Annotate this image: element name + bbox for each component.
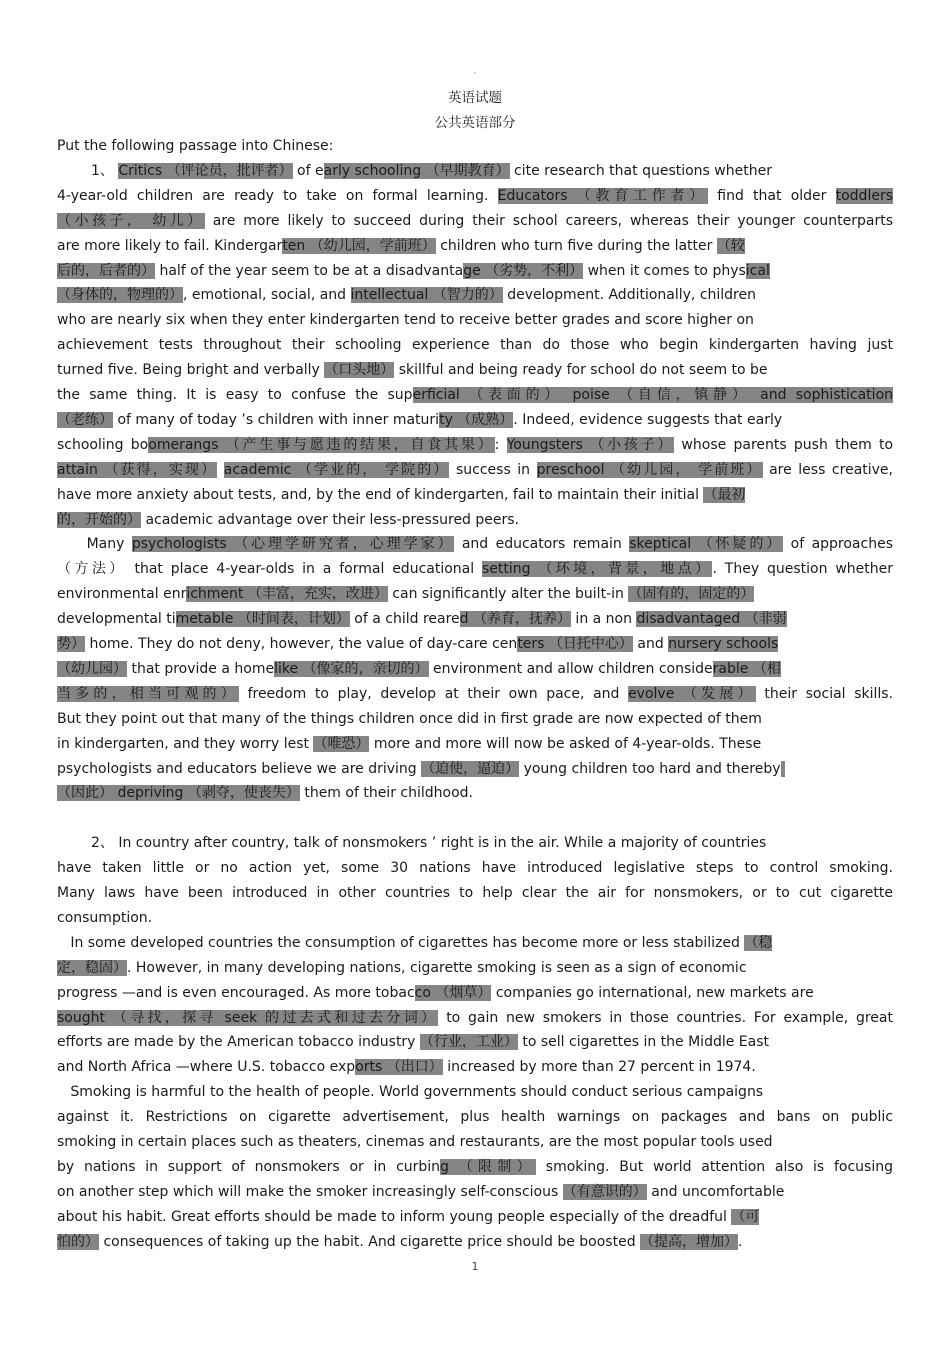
text-run: in kindergarten, and they worry lest: [57, 735, 314, 752]
text-line: [57, 483, 893, 508]
highlighted-gloss: preschool （幼儿园， 学前班）: [536, 461, 763, 478]
text-line: [57, 981, 893, 1006]
text-run: consequences of taking up the habit. And cigarette price should be boosted: [99, 1233, 641, 1250]
text-run: efforts are made by the American tobacco industry: [57, 1034, 420, 1051]
text-line: [57, 159, 893, 184]
text-line: [57, 1230, 893, 1255]
highlighted-gloss: （小孩子， 幼儿）: [57, 212, 205, 229]
text-line: [57, 732, 893, 757]
text-run: progress —and is even encouraged. As more tobac: [57, 984, 415, 1001]
text-line: [57, 458, 893, 483]
text-run: to gain new smokers in those countries. For example, great: [438, 1009, 893, 1026]
highlighted-gloss: （行业，工业）: [419, 1034, 518, 1051]
text-line: [57, 607, 893, 632]
text-run: them of their childhood.: [299, 785, 473, 802]
text-run: , emotional, social, and: [183, 287, 351, 304]
text-line: [57, 508, 893, 533]
text-run: . Indeed, evidence suggests that early: [513, 411, 783, 428]
text-run: half of the year seem to be at a disadvanta: [155, 262, 464, 279]
highlighted-gloss: psychologists （心理学研究者，心理学家）: [131, 536, 455, 553]
highlighted-gloss: rable （相: [712, 660, 781, 677]
top-mark: -: [473, 68, 477, 77]
highlighted-gloss: 的，开始的）: [57, 511, 141, 528]
text-line: [57, 184, 893, 209]
text-run: In some developed countries the consumption of cigarettes has become more or less stabilized: [57, 934, 745, 951]
text-run: and educators remain: [454, 536, 630, 553]
highlighted-gloss: （最初: [703, 486, 746, 503]
highlighted-gloss: ichment （丰富，充实，改进）: [186, 586, 388, 603]
text-run: environment and allow children conside: [428, 660, 713, 677]
highlighted-gloss: g （限制）: [440, 1158, 536, 1175]
text-run: that provide a home: [127, 660, 275, 677]
text-line: [57, 1180, 893, 1205]
highlighted-gloss: （唯恐）: [313, 735, 370, 752]
text-run: turned five. Being bright and verbally: [57, 362, 325, 379]
highlighted-gloss: co （烟草）: [414, 984, 492, 1001]
highlighted-gloss: Educators （教育工作者）: [497, 187, 709, 204]
text-line: [57, 806, 893, 831]
text-run: more and more will now be asked of 4-year-olds. These: [369, 735, 762, 752]
highlighted-gloss: （迫使，逼迫）: [421, 760, 520, 777]
text-run: and North Africa —where U.S. tobacco exp: [57, 1059, 356, 1076]
highlighted-gloss: 当多的，相当可观的）: [57, 685, 239, 702]
text-run: young children too hard and thereby: [519, 760, 781, 777]
text-line: [57, 234, 893, 259]
text-run: smoking in certain places such as theaters, cinemas and restaurants, are the most popular tools used: [57, 1134, 773, 1150]
text-run: of a child reare: [349, 611, 460, 628]
text-run: are less creative,: [762, 461, 893, 478]
text-line: [57, 582, 893, 607]
text-run: Put the following passage into Chinese:: [57, 138, 334, 154]
text-run: on another step which will make the smoker increasingly self-conscious: [57, 1183, 563, 1200]
text-line: [57, 956, 893, 981]
text-run: of many of today ’s children with inner maturi: [113, 411, 440, 428]
text-run: .: [738, 1233, 743, 1250]
text-line: [57, 831, 893, 856]
text-run: have taken little or no action yet, some 30 nations have introduced legislative steps to control smoking.: [57, 860, 893, 877]
highlighted-gloss: d （养育，抚养）: [459, 611, 571, 628]
highlighted-gloss: （提高，增加）: [640, 1233, 739, 1250]
highlighted-gloss: skeptical （怀疑的）: [629, 536, 784, 553]
text-run: home. They do not deny, however, the value of day-care cen: [85, 636, 518, 652]
text-run: consumption.: [57, 909, 153, 926]
text-run: developmental ti: [57, 611, 176, 628]
text-line: [57, 408, 893, 433]
text-run: increased by more than 27 percent in 1974.: [442, 1059, 756, 1076]
text-run: their social skills.: [755, 685, 893, 702]
text-run: . However, in many developing nations, cigarette smoking is seen as a sign of economic: [127, 959, 747, 976]
text-run: of approaches: [783, 536, 893, 553]
highlighted-gloss: ge （劣势，不利）: [463, 262, 584, 279]
highlighted-gloss: academic （学业的， 学院的）: [223, 461, 450, 478]
highlighted-gloss: like （像家的，亲切的）: [274, 660, 429, 677]
highlighted-gloss: metable （时间表，计划）: [175, 611, 350, 628]
highlighted-gloss: ters （日托中心）: [517, 636, 633, 652]
text-run: （方法） that place 4-year-olds in a formal educational: [57, 561, 482, 578]
text-line: [57, 1006, 893, 1031]
highlighted-gloss: （稳: [744, 934, 773, 951]
text-run: Smoking is harmful to the health of people. World governments should conduct serious campaigns: [57, 1084, 764, 1101]
text-run: against it. Restrictions on cigarette advertisement, plus health warnings on packages and bans on public: [57, 1109, 893, 1126]
highlighted-gloss: attain （获得，实现）: [57, 461, 218, 478]
text-run: and uncomfortable: [646, 1183, 785, 1200]
highlighted-gloss: （固有的，固定的）: [628, 586, 755, 603]
highlighted-gloss: 怕的）: [57, 1233, 99, 1250]
text-line: [57, 1155, 893, 1180]
text-line: [57, 781, 893, 806]
text-run: have more anxiety about tests, and, by the end of kindergarten, fail to maintain their initial: [57, 486, 704, 503]
text-line: [57, 358, 893, 383]
highlighted-gloss: （可: [731, 1208, 760, 1225]
text-line: [57, 308, 893, 333]
text-run: children who turn five during the latter: [435, 237, 717, 254]
highlighted-gloss: 势）: [57, 636, 85, 652]
text-run: skillful and being ready for school do not seem to be: [394, 362, 768, 379]
highlighted-gloss: （老练）: [57, 411, 113, 428]
text-run: are more likely to succeed during their school careers, whereas their younger counterparts: [204, 212, 893, 229]
highlighted-gloss: Critics （评论员，批评者）: [118, 162, 293, 179]
highlighted-gloss: （幼儿园）: [57, 660, 127, 677]
text-run: and: [632, 636, 669, 652]
text-run: 1、: [91, 162, 119, 179]
text-run: psychologists and educators believe we are driving: [57, 760, 422, 777]
text-run: can significantly alter the built-in: [387, 586, 629, 603]
text-run: 4-year-old children are ready to take on formal learning.: [57, 187, 498, 204]
text-run: environmental enr: [57, 586, 187, 603]
text-line: [57, 757, 893, 782]
highlighted-gloss: ten （幼儿园，学前班）: [282, 237, 436, 254]
text-line: [57, 383, 893, 408]
highlighted-gloss: intellectual （智力的）: [350, 287, 503, 304]
highlighted-gloss: 定，稳固）: [57, 959, 127, 976]
text-line: [57, 209, 893, 234]
text-line: [57, 906, 893, 931]
document-title: 英语试题: [448, 90, 502, 106]
text-run: [217, 462, 224, 478]
text-line: [57, 707, 893, 732]
highlighted-gloss: （有意识的）: [562, 1183, 647, 1200]
highlighted-gloss: orts （出口）: [355, 1059, 443, 1076]
text-run: the same thing. It is easy to confuse the sup: [57, 387, 413, 403]
text-line: [57, 1055, 893, 1080]
text-run: when it comes to phys: [583, 262, 746, 279]
text-line: [57, 333, 893, 358]
text-line: [57, 557, 893, 582]
highlighted-gloss: sought （寻找，探寻 seek 的过去式和过去分词）: [57, 1009, 439, 1026]
highlighted-gloss: （较: [716, 237, 745, 254]
highlighted-gloss: [781, 761, 785, 777]
text-line: [57, 657, 893, 682]
highlighted-gloss: 后的，后者的）: [57, 262, 155, 279]
text-line: [57, 1030, 893, 1055]
highlighted-gloss: ty （成熟）: [439, 411, 514, 428]
highlighted-gloss: evolve （发展）: [628, 685, 756, 702]
text-run: in a non: [570, 611, 637, 628]
highlighted-gloss: toddlers: [835, 187, 893, 204]
text-line: [57, 433, 893, 458]
highlighted-gloss: arly schooling （早期教育）: [323, 162, 510, 179]
text-run: But they point out that many of the things children once did in first grade are now expected of them: [57, 710, 762, 727]
text-run: whose parents push them to: [674, 436, 893, 453]
text-run: academic advantage over their less-pressured peers.: [141, 511, 520, 528]
text-line: [57, 532, 893, 557]
text-line: [57, 931, 893, 956]
text-line: [57, 856, 893, 881]
text-run: companies go international, new markets are: [491, 984, 814, 1001]
highlighted-gloss: erficial （表面的） poise （自信，镇静） and sophistication: [412, 387, 893, 403]
highlighted-gloss: （口头地）: [324, 362, 395, 379]
highlighted-gloss: Youngsters （小孩子）: [506, 436, 675, 453]
text-run: cite research that questions whether: [509, 162, 772, 179]
text-line: [57, 881, 893, 906]
text-run: 2、 In country after country, talk of nonsmokers ’ right is in the air. While a majority of countries: [91, 835, 767, 852]
text-run: freedom to play, develop at their own pace, and: [238, 685, 629, 702]
text-run: of e: [292, 162, 324, 179]
text-line: [57, 134, 893, 159]
text-line: [57, 1105, 893, 1130]
text-run: find that older: [708, 187, 836, 204]
text-run: success in: [449, 461, 537, 478]
highlighted-gloss: nursery schools: [668, 636, 779, 652]
text-run: schooling bo: [57, 436, 149, 453]
text-run: development. Additionally, children: [502, 287, 756, 304]
text-line: [57, 682, 893, 707]
highlighted-gloss: （因此） depriving （剥夺，使丧失）: [57, 785, 300, 802]
text-run: achievement tests throughout their schooling experience than do those who begin kindergarten having just: [57, 337, 893, 354]
text-run: Many: [57, 536, 132, 553]
text-run: . They question whether: [712, 561, 893, 578]
text-run: :: [494, 436, 507, 453]
text-run: who are nearly six when they enter kindergarten tend to receive better grades and score higher on: [57, 312, 754, 329]
text-run: about his habit. Great efforts should be made to inform young people especially of the dreadful: [57, 1208, 732, 1225]
highlighted-gloss: omerangs （产生事与愿违的结果，自食其果）: [148, 436, 495, 453]
text-line: [57, 1130, 893, 1155]
text-line: [57, 1080, 893, 1105]
text-line: [57, 632, 893, 657]
highlighted-gloss: setting （环境，背景，地点）: [482, 561, 713, 578]
text-run: are more likely to fail. Kindergar: [57, 237, 283, 254]
text-run: by nations in support of nonsmokers or in curbin: [57, 1158, 441, 1175]
highlighted-gloss: disadvantaged （非弱: [636, 611, 787, 628]
document-subtitle: 公共英语部分: [434, 115, 516, 131]
page-number: 1: [471, 1260, 479, 1273]
text-line: [57, 1205, 893, 1230]
highlighted-gloss: （身体的，物理的）: [57, 287, 183, 304]
text-run: to sell cigarettes in the Middle East: [517, 1034, 770, 1051]
text-run: smoking. But world attention also is focusing: [536, 1158, 893, 1175]
text-line: [57, 259, 893, 284]
text-run: Many laws have been introduced in other countries to help clear the air for nonsmokers, or to cut cigarette: [57, 885, 893, 901]
highlighted-gloss: ical: [745, 262, 770, 279]
text-line: [57, 283, 893, 308]
